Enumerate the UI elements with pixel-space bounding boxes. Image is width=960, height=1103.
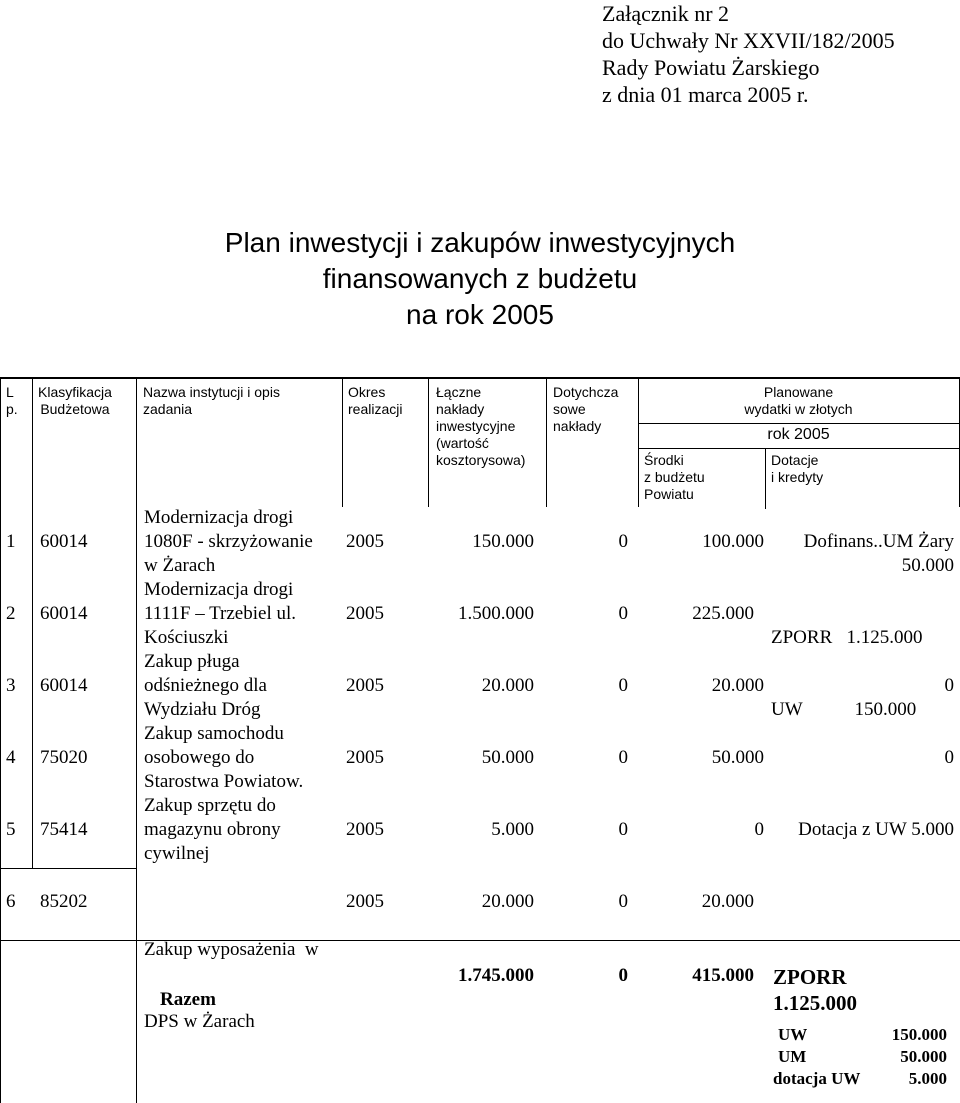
header-period: Okres realizacji bbox=[348, 384, 403, 417]
row-classification: 85202 bbox=[40, 891, 88, 912]
column-divider bbox=[342, 377, 343, 507]
row-previous-costs: 0 bbox=[618, 675, 628, 696]
row-classification: 75020 bbox=[40, 747, 88, 768]
header-total-costs: Łączne nakłady inwestycyjne (wartość kosztorysowa) bbox=[436, 384, 526, 468]
row-previous-costs: 0 bbox=[618, 747, 628, 768]
plan-subheader-line bbox=[638, 448, 959, 449]
total-grants-breakdown bbox=[773, 1024, 947, 1090]
row-own-funds: 20.000 bbox=[711, 675, 764, 696]
total-label: Razem bbox=[160, 989, 216, 1010]
attachment-line: Załącznik nr 2 bbox=[602, 1, 730, 26]
row-own-funds: 100.000 bbox=[702, 531, 764, 552]
attachment-line: do Uchwały Nr XXVII/182/2005 bbox=[602, 28, 895, 53]
breakdown-line: UM 50.000 bbox=[778, 1047, 947, 1066]
table-left-border bbox=[0, 377, 1, 1103]
row-own-funds: 20.000 bbox=[701, 891, 754, 912]
row-previous-costs: 0 bbox=[618, 531, 628, 552]
row-lp: 5 bbox=[6, 819, 16, 840]
breakdown-line: UW 150.000 bbox=[778, 1025, 947, 1044]
document-title bbox=[0, 225, 960, 333]
row-own-funds: 50.000 bbox=[711, 747, 764, 768]
row-period: 2005 bbox=[346, 531, 384, 552]
header-lp: L p. bbox=[6, 384, 18, 417]
column-divider bbox=[32, 377, 33, 868]
column-divider bbox=[546, 377, 547, 507]
row-total-costs: 20.000 bbox=[481, 891, 534, 912]
header-previous-costs: Dotychcza sowe nakłady bbox=[553, 384, 619, 434]
row-total-costs: 5.000 bbox=[491, 819, 534, 840]
title-line: na rok 2005 bbox=[406, 299, 554, 330]
attachment-line: z dnia 01 marca 2005 r. bbox=[602, 82, 809, 107]
row-period: 2005 bbox=[346, 603, 384, 624]
row-total-costs: 20.000 bbox=[481, 675, 534, 696]
row-previous-costs: 0 bbox=[618, 819, 628, 840]
row-total-costs: 150.000 bbox=[472, 531, 534, 552]
row-lp: 4 bbox=[6, 747, 16, 768]
row-name: Zakup samochodu osobowego do Starostwa Powiatow. bbox=[144, 723, 304, 792]
title-line: finansowanych z budżetu bbox=[322, 263, 638, 294]
table-top-border bbox=[0, 377, 960, 379]
row-divider bbox=[0, 868, 136, 869]
row-total-costs: 50.000 bbox=[481, 747, 534, 768]
row-classification: 60014 bbox=[40, 675, 88, 696]
row-lp: 3 bbox=[6, 675, 16, 696]
row-own-funds: 0 bbox=[754, 819, 764, 840]
plan-subheader-line bbox=[638, 423, 959, 424]
row-grants: Dofinans..UM Żary 50.000 bbox=[803, 531, 954, 576]
column-divider bbox=[428, 377, 429, 507]
row-lp: 6 bbox=[6, 891, 16, 912]
row-previous-costs: 0 bbox=[618, 603, 628, 624]
total-previous-costs: 0 bbox=[618, 965, 628, 986]
row-period: 2005 bbox=[346, 819, 384, 840]
row-name: Zakup pługa odśnieżnego dla Wydziału Dróg bbox=[144, 651, 267, 720]
header-own-funds: Środki z budżetu Powiatu bbox=[644, 452, 705, 502]
row-grants: 0 bbox=[944, 675, 954, 696]
row-grants: Dotacja z UW 5.000 bbox=[798, 819, 954, 840]
row-name: Zakup sprzętu do magazynu obrony cywilnej bbox=[144, 795, 281, 864]
total-costs: 1.745.000 bbox=[458, 965, 534, 986]
row-total-costs: 1.500.000 bbox=[458, 603, 534, 624]
header-year: rok 2005 bbox=[767, 426, 830, 443]
total-grants-zporr: ZPORR 1.125.000 bbox=[773, 965, 857, 1015]
column-divider bbox=[765, 449, 766, 509]
total-own-funds: 415.000 bbox=[692, 965, 754, 986]
header-name: Nazwa instytucji i opis zadania bbox=[143, 384, 280, 417]
row-name: Modernizacja drogi 1080F - skrzyżowanie w Żarach bbox=[144, 507, 313, 576]
row-grants: 0 bbox=[944, 747, 954, 768]
title-line: Plan inwestycji i zakupów inwestycyjnych bbox=[224, 227, 736, 258]
row-own-funds: 225.000 bbox=[692, 603, 754, 624]
row-lp: 1 bbox=[6, 531, 16, 552]
row-classification: 60014 bbox=[40, 603, 88, 624]
row-period: 2005 bbox=[346, 891, 384, 912]
row-classification: 60014 bbox=[40, 531, 88, 552]
row-name: Modernizacja drogi 1111F – Trzebiel ul. Kościuszki bbox=[144, 579, 297, 648]
row-previous-costs: 0 bbox=[618, 891, 628, 912]
header-classification: Klasyfikacja Budżetowa bbox=[38, 384, 112, 417]
header-planned: Planowane wydatki w złotych bbox=[744, 384, 853, 417]
attachment-note bbox=[602, 0, 895, 108]
attachment-line: Rady Powiatu Żarskiego bbox=[602, 55, 820, 80]
row-lp: 2 bbox=[6, 603, 16, 624]
row-name: Zakup wyposażenia w DPS w Żarach bbox=[144, 939, 319, 1032]
row-grants: ZPORR 1.125.000 UW 150.000 bbox=[771, 627, 923, 720]
row-period: 2005 bbox=[346, 675, 384, 696]
row-classification: 75414 bbox=[40, 819, 88, 840]
row-period: 2005 bbox=[346, 747, 384, 768]
breakdown-line: dotacja UW 5.000 bbox=[773, 1069, 947, 1088]
column-divider bbox=[136, 377, 137, 1103]
header-grants: Dotacje i kredyty bbox=[771, 452, 824, 485]
